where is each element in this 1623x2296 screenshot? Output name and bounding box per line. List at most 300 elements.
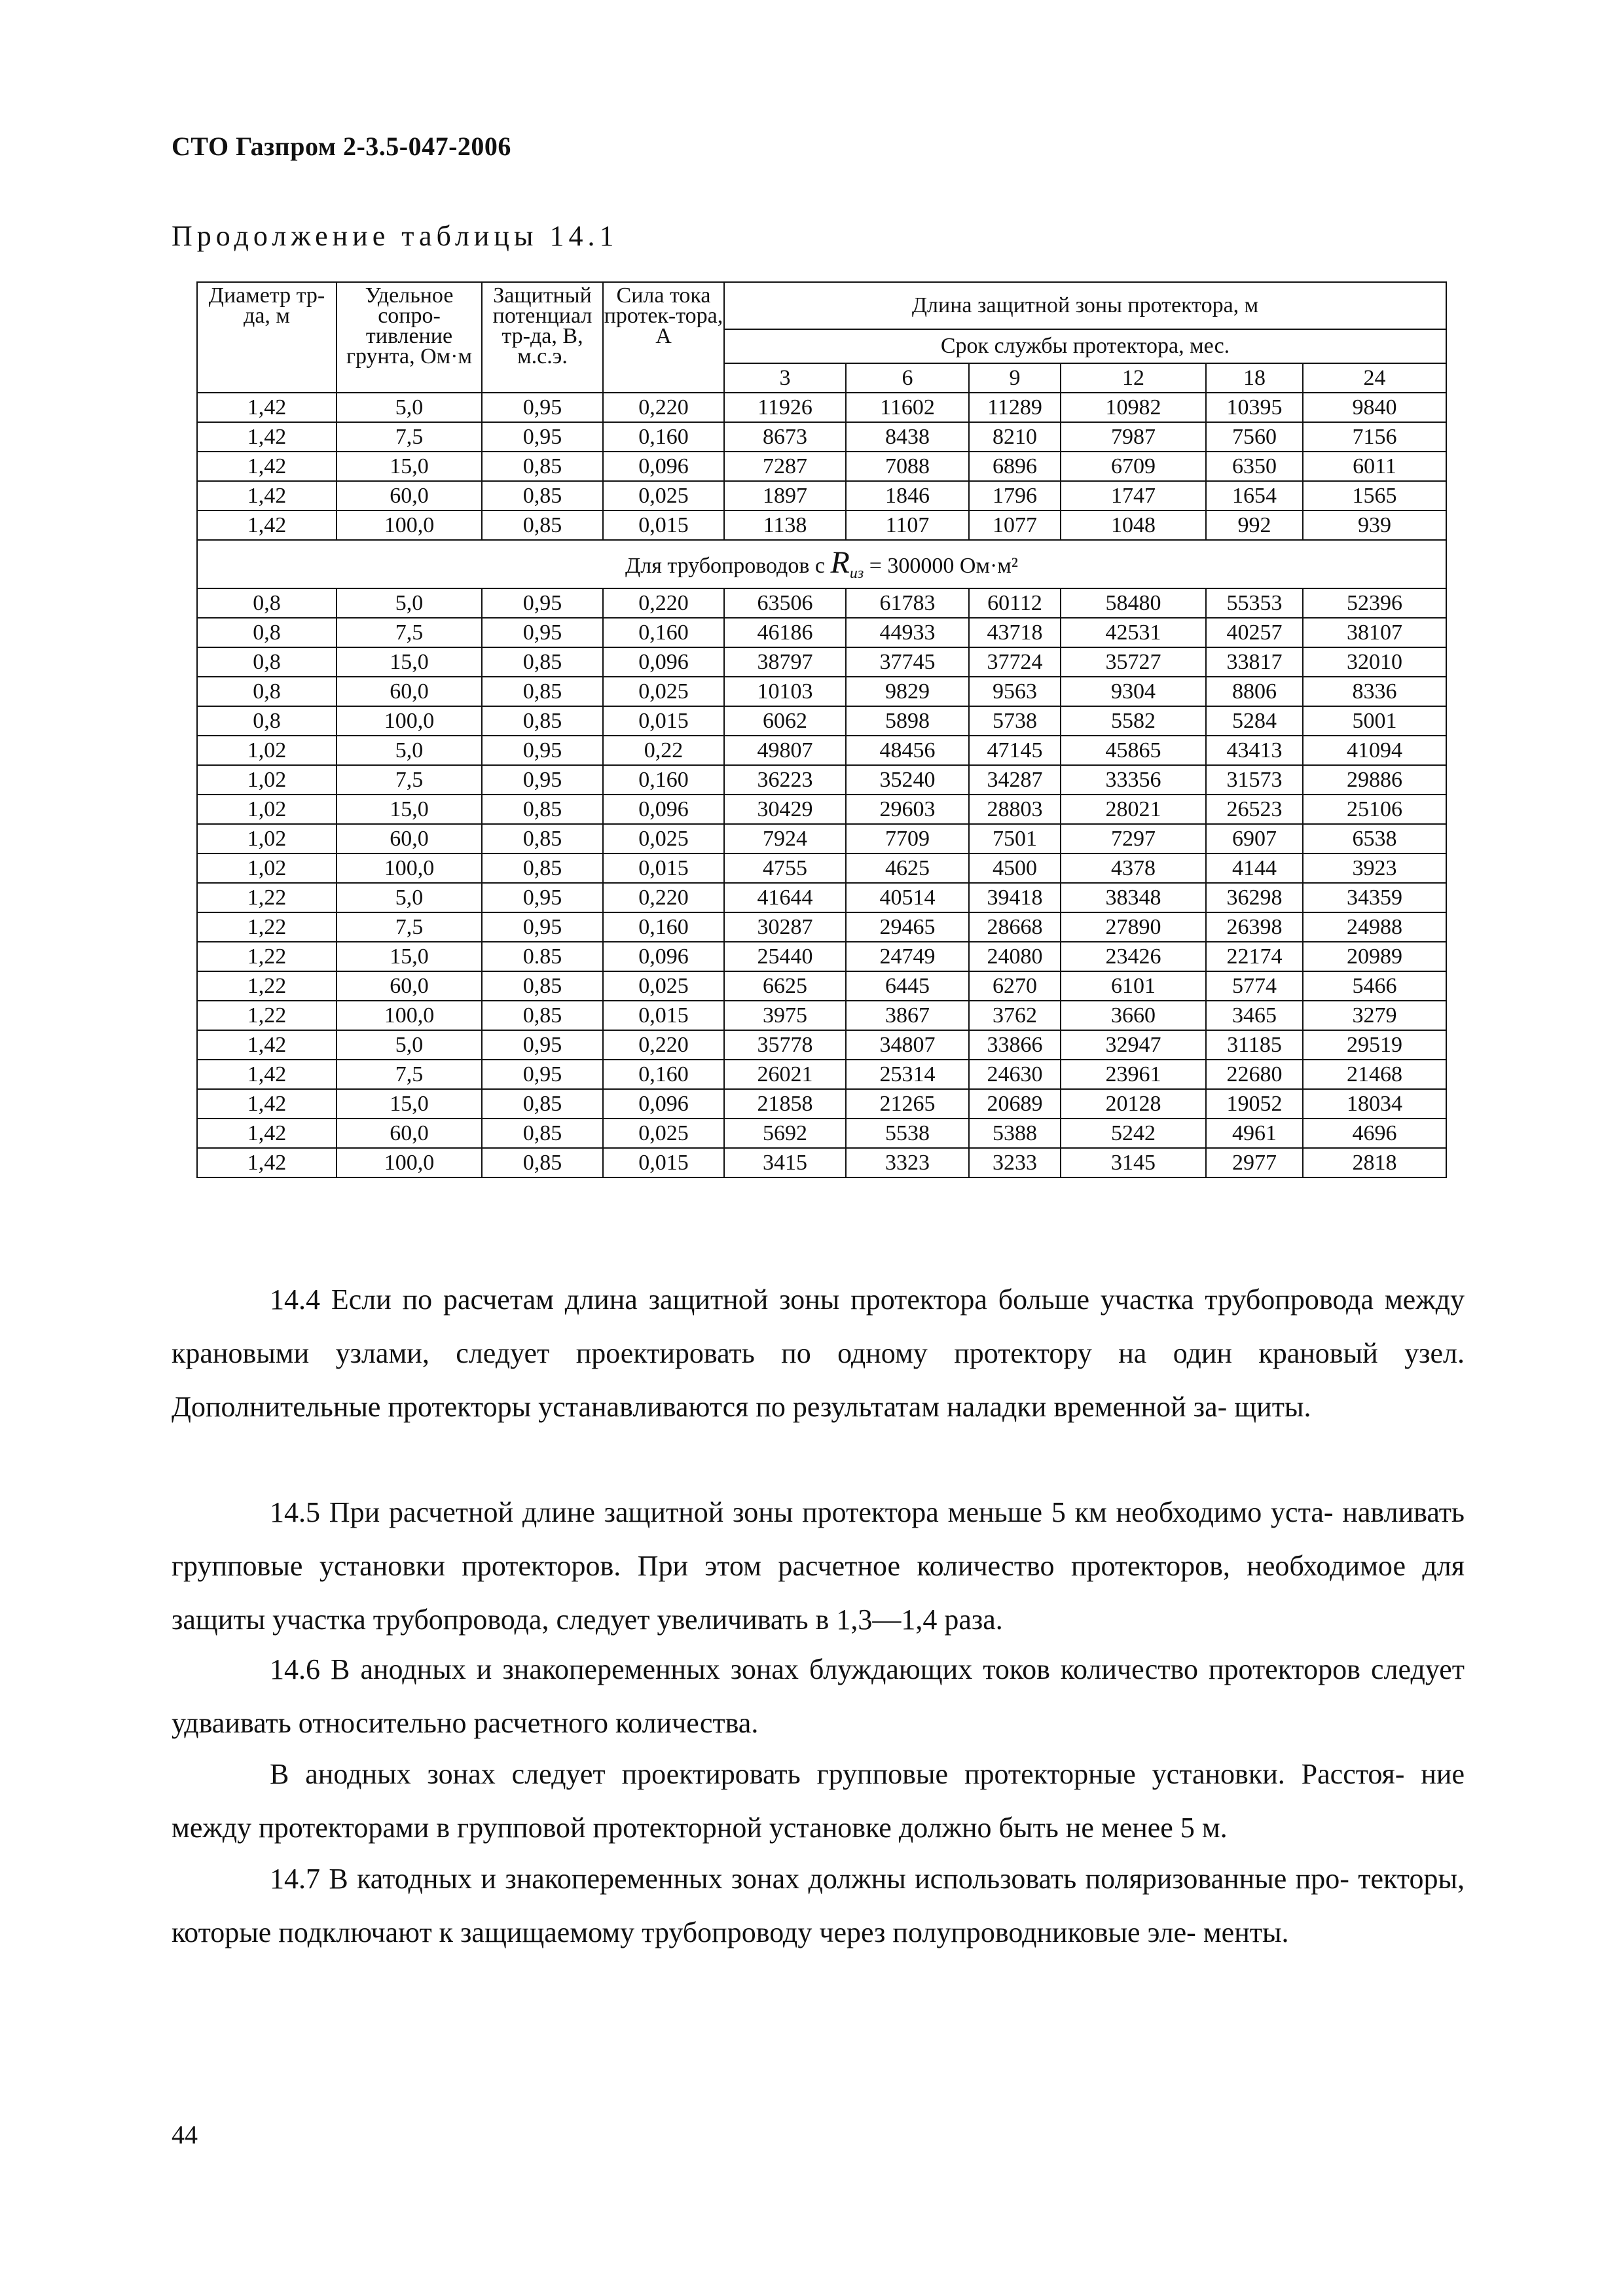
- table-cell: 0,015: [603, 1001, 724, 1030]
- table-cell: 7,5: [337, 912, 482, 942]
- table-cell: 55353: [1206, 588, 1303, 618]
- table-cell: 5284: [1206, 706, 1303, 736]
- table-cell: 0,220: [603, 588, 724, 618]
- table-cell: 4625: [846, 853, 969, 883]
- table-cell: 1138: [724, 511, 846, 540]
- table-cell: 35778: [724, 1030, 846, 1060]
- table-cell: 1,42: [197, 481, 337, 511]
- table-cell: 1,02: [197, 765, 337, 795]
- table-cell: 29886: [1303, 765, 1446, 795]
- table-cell: 10103: [724, 677, 846, 706]
- document-header: СТО Газпром 2-3.5-047-2006: [172, 132, 511, 161]
- table-cell: 1654: [1206, 481, 1303, 511]
- table-cell: 19052: [1206, 1089, 1303, 1119]
- table-row: [197, 1001, 1446, 1030]
- table-cell: 0,025: [603, 1119, 724, 1148]
- table-row: [197, 1060, 1446, 1089]
- table-cell: 24749: [846, 942, 969, 971]
- table-cell: 22680: [1206, 1060, 1303, 1089]
- table-cell: 24988: [1303, 912, 1446, 942]
- table-cell: 7287: [724, 452, 846, 481]
- header-month: 6: [846, 363, 969, 393]
- table-cell: 0,85: [482, 853, 603, 883]
- table-cell: 1077: [969, 511, 1061, 540]
- table-cell: 0,85: [482, 706, 603, 736]
- table-cell: 38348: [1061, 883, 1206, 912]
- table-cell: 20989: [1303, 942, 1446, 971]
- table-row: [197, 736, 1446, 765]
- table-row: [197, 853, 1446, 883]
- table-cell: 5738: [969, 706, 1061, 736]
- table-cell: 11926: [724, 393, 846, 422]
- table-cell: 0,85: [482, 1089, 603, 1119]
- table-cell: 3867: [846, 1001, 969, 1030]
- table-cell: 31573: [1206, 765, 1303, 795]
- table-cell: 1,22: [197, 942, 337, 971]
- table-cell: 3145: [1061, 1148, 1206, 1177]
- table-cell: 7560: [1206, 422, 1303, 452]
- header-service-life: Срок службы протектора, мес.: [724, 329, 1446, 363]
- table-cell: 100,0: [337, 1148, 482, 1177]
- table-cell: 60,0: [337, 971, 482, 1001]
- table-cell: 5,0: [337, 1030, 482, 1060]
- table-cell: 36223: [724, 765, 846, 795]
- table-cell: 0,8: [197, 647, 337, 677]
- table-cell: 0,8: [197, 706, 337, 736]
- table-cell: 22174: [1206, 942, 1303, 971]
- table-cell: 0,85: [482, 452, 603, 481]
- table-cell: 5242: [1061, 1119, 1206, 1148]
- table-cell: 32010: [1303, 647, 1446, 677]
- table-cell: 35240: [846, 765, 969, 795]
- table-cell: 0,95: [482, 883, 603, 912]
- table-cell: 0,160: [603, 618, 724, 647]
- table-cell: 0,95: [482, 912, 603, 942]
- table-cell: 7,5: [337, 1060, 482, 1089]
- table-cell: 5,0: [337, 588, 482, 618]
- table-cell: 1,42: [197, 393, 337, 422]
- table-row: [197, 1030, 1446, 1060]
- table-cell: 46186: [724, 618, 846, 647]
- table-cell: 0,220: [603, 883, 724, 912]
- table-cell: 3279: [1303, 1001, 1446, 1030]
- table-cell: 60,0: [337, 824, 482, 853]
- page-number: 44: [172, 2120, 198, 2149]
- table-cell: 25314: [846, 1060, 969, 1089]
- table-cell: 11289: [969, 393, 1061, 422]
- table-cell: 60112: [969, 588, 1061, 618]
- table-cell: 21858: [724, 1089, 846, 1119]
- table-cell: 7088: [846, 452, 969, 481]
- table-cell: 6445: [846, 971, 969, 1001]
- table-cell: 8438: [846, 422, 969, 452]
- table-cell: 24630: [969, 1060, 1061, 1089]
- table-cell: 1048: [1061, 511, 1206, 540]
- table-cell: 0,160: [603, 1060, 724, 1089]
- table-cell: 3923: [1303, 853, 1446, 883]
- table-cell: 34359: [1303, 883, 1446, 912]
- table-cell: 6896: [969, 452, 1061, 481]
- table-cell: 0,85: [482, 481, 603, 511]
- table-cell: 25440: [724, 942, 846, 971]
- table-cell: 5,0: [337, 736, 482, 765]
- table-cell: 30287: [724, 912, 846, 942]
- table-cell: 15,0: [337, 1089, 482, 1119]
- table-cell: 20689: [969, 1089, 1061, 1119]
- table-cell: 60,0: [337, 1119, 482, 1148]
- table-cell: 26523: [1206, 795, 1303, 824]
- table-cell: 8336: [1303, 677, 1446, 706]
- table-cell: 40257: [1206, 618, 1303, 647]
- table-cell: 0,8: [197, 588, 337, 618]
- table-cell: 15,0: [337, 647, 482, 677]
- table-cell: 1,42: [197, 1148, 337, 1177]
- table-cell: 0,85: [482, 647, 603, 677]
- table-row: [197, 765, 1446, 795]
- table-cell: 3465: [1206, 1001, 1303, 1030]
- table-cell: 47145: [969, 736, 1061, 765]
- table-cell: 1,02: [197, 853, 337, 883]
- table-cell: 6907: [1206, 824, 1303, 853]
- table-cell: 1,22: [197, 883, 337, 912]
- table-cell: 0,220: [603, 393, 724, 422]
- table-cell: 15,0: [337, 795, 482, 824]
- table-cell: 0,8: [197, 618, 337, 647]
- table-cell: 10395: [1206, 393, 1303, 422]
- header-row: [197, 282, 1446, 329]
- table-cell: 939: [1303, 511, 1446, 540]
- table-cell: 9840: [1303, 393, 1446, 422]
- table-cell: 0,95: [482, 618, 603, 647]
- table-cell: 8806: [1206, 677, 1303, 706]
- table-cell: 1,42: [197, 1030, 337, 1060]
- table-cell: 0,95: [482, 736, 603, 765]
- paragraph: В анодных зонах следует проектировать групповые протекторные установки. Расстоя- ние между протекторами в групповой протекторной установке должно быть не менее 5 м.: [172, 1758, 1465, 1844]
- table-cell: 41094: [1303, 736, 1446, 765]
- table-cell: 4755: [724, 853, 846, 883]
- section-row: [197, 540, 1446, 588]
- table-cell: 52396: [1303, 588, 1446, 618]
- table-cell: 0,015: [603, 1148, 724, 1177]
- table-cell: 9563: [969, 677, 1061, 706]
- table-cell: 41644: [724, 883, 846, 912]
- table-row: [197, 677, 1446, 706]
- table-cell: 0,015: [603, 853, 724, 883]
- table-cell: 4500: [969, 853, 1061, 883]
- table-cell: 5001: [1303, 706, 1446, 736]
- table-cell: 7924: [724, 824, 846, 853]
- table-cell: 34287: [969, 765, 1061, 795]
- table-cell: 0,85: [482, 795, 603, 824]
- table-cell: 0,95: [482, 1060, 603, 1089]
- table-cell: 37724: [969, 647, 1061, 677]
- table-cell: 32947: [1061, 1030, 1206, 1060]
- table-cell: 5774: [1206, 971, 1303, 1001]
- table-cell: 31185: [1206, 1030, 1303, 1060]
- table-cell: 5898: [846, 706, 969, 736]
- table-row: [197, 647, 1446, 677]
- table-cell: 23961: [1061, 1060, 1206, 1089]
- table-cell: 1747: [1061, 481, 1206, 511]
- table-cell: 1,22: [197, 1001, 337, 1030]
- table-cell: 7501: [969, 824, 1061, 853]
- table-row: [197, 912, 1446, 942]
- table-cell: 43413: [1206, 736, 1303, 765]
- table-cell: 3975: [724, 1001, 846, 1030]
- table-cell: 0,95: [482, 393, 603, 422]
- table-cell: 39418: [969, 883, 1061, 912]
- table-cell: 5466: [1303, 971, 1446, 1001]
- table-cell: 100,0: [337, 853, 482, 883]
- table-cell: 1,22: [197, 912, 337, 942]
- header-potential: Защитный потенциал тр-да, В, м.с.э.: [482, 282, 603, 393]
- table-cell: 1897: [724, 481, 846, 511]
- table-cell: 29519: [1303, 1030, 1446, 1060]
- table-cell: 18034: [1303, 1089, 1446, 1119]
- table-cell: 5,0: [337, 393, 482, 422]
- table-cell: 0,85: [482, 971, 603, 1001]
- table-cell: 23426: [1061, 942, 1206, 971]
- header-month: 12: [1061, 363, 1206, 393]
- header-month: 24: [1303, 363, 1446, 393]
- table-cell: 15,0: [337, 452, 482, 481]
- table-cell: 63506: [724, 588, 846, 618]
- table-row: [197, 618, 1446, 647]
- table-row: [197, 824, 1446, 853]
- table-cell: 0,95: [482, 765, 603, 795]
- table-cell: 4144: [1206, 853, 1303, 883]
- table-row: [197, 942, 1446, 971]
- paragraph: 14.5 При расчетной длине защитной зоны протектора меньше 5 км необходимо уста- навливать групповые установки протекторов. При этом расчетное количество протекторов, необходимое для защиты участка трубопровода, следует увеличивать в 1,3—1,4 раза.: [172, 1496, 1465, 1636]
- table-cell: 38107: [1303, 618, 1446, 647]
- table-cell: 33866: [969, 1030, 1061, 1060]
- table-cell: 7156: [1303, 422, 1446, 452]
- table-row: [197, 1119, 1446, 1148]
- table-cell: 0,85: [482, 1148, 603, 1177]
- table-cell: 40514: [846, 883, 969, 912]
- table-cell: 21468: [1303, 1060, 1446, 1089]
- table-row: [197, 1089, 1446, 1119]
- table-cell: 5692: [724, 1119, 846, 1148]
- table-cell: 15,0: [337, 942, 482, 971]
- table-cell: 28803: [969, 795, 1061, 824]
- table-cell: 3323: [846, 1148, 969, 1177]
- table-row: [197, 481, 1446, 511]
- r-symbol: R: [830, 545, 850, 580]
- table-cell: 33817: [1206, 647, 1303, 677]
- table-cell: 0,096: [603, 942, 724, 971]
- table-cell: 3415: [724, 1148, 846, 1177]
- table-cell: 0,220: [603, 1030, 724, 1060]
- table-cell: 33356: [1061, 765, 1206, 795]
- table-row: [197, 511, 1446, 540]
- table-cell: 0,85: [482, 511, 603, 540]
- table-cell: 28668: [969, 912, 1061, 942]
- table-cell: 0,096: [603, 647, 724, 677]
- table-cell: 1,42: [197, 1060, 337, 1089]
- table-row: [197, 393, 1446, 422]
- table-cell: 0,95: [482, 588, 603, 618]
- table-cell: 992: [1206, 511, 1303, 540]
- table-caption: Продолжение таблицы 14.1: [172, 220, 619, 252]
- table-cell: 0,85: [482, 1119, 603, 1148]
- table-cell: 49807: [724, 736, 846, 765]
- table-cell: 34807: [846, 1030, 969, 1060]
- table-cell: 1,42: [197, 452, 337, 481]
- table-cell: 7987: [1061, 422, 1206, 452]
- header-month: 18: [1206, 363, 1303, 393]
- table-cell: 4378: [1061, 853, 1206, 883]
- table-cell: 43718: [969, 618, 1061, 647]
- table-cell: 0,22: [603, 736, 724, 765]
- table-cell: 1,22: [197, 971, 337, 1001]
- data-table: [196, 281, 1447, 1178]
- table-cell: 0,096: [603, 1089, 724, 1119]
- table-row: [197, 971, 1446, 1001]
- table-cell: 100,0: [337, 1001, 482, 1030]
- table-row: [197, 422, 1446, 452]
- table-cell: 0,160: [603, 765, 724, 795]
- table-cell: 100,0: [337, 511, 482, 540]
- table-row: [197, 588, 1446, 618]
- table-cell: 10982: [1061, 393, 1206, 422]
- section-title: Для трубопроводов с $R_{из} = 300000$ Ом·м²: [197, 540, 1446, 588]
- table-cell: 6625: [724, 971, 846, 1001]
- table-cell: 44933: [846, 618, 969, 647]
- table-cell: 6538: [1303, 824, 1446, 853]
- table-cell: 1565: [1303, 481, 1446, 511]
- table-cell: 6709: [1061, 452, 1206, 481]
- table-cell: 1,02: [197, 736, 337, 765]
- table-cell: 0,025: [603, 824, 724, 853]
- table-cell: 58480: [1061, 588, 1206, 618]
- table-cell: 1796: [969, 481, 1061, 511]
- table-cell: 1846: [846, 481, 969, 511]
- table-cell: 2818: [1303, 1148, 1446, 1177]
- table-cell: 3660: [1061, 1001, 1206, 1030]
- header-zone-length: Длина защитной зоны протектора, м: [724, 282, 1446, 329]
- table-cell: 0,096: [603, 795, 724, 824]
- table-cell: 21265: [846, 1089, 969, 1119]
- table-cell: 7297: [1061, 824, 1206, 853]
- table-cell: 0,8: [197, 677, 337, 706]
- table-cell: 1,42: [197, 511, 337, 540]
- header-month: 3: [724, 363, 846, 393]
- table-cell: 48456: [846, 736, 969, 765]
- table-cell: 1,42: [197, 1089, 337, 1119]
- table-cell: 61783: [846, 588, 969, 618]
- table-cell: 1,02: [197, 824, 337, 853]
- table-cell: 5538: [846, 1119, 969, 1148]
- table-cell: 60,0: [337, 677, 482, 706]
- table-cell: 9304: [1061, 677, 1206, 706]
- table-cell: 26398: [1206, 912, 1303, 942]
- table-cell: 60,0: [337, 481, 482, 511]
- table-cell: 0,95: [482, 1030, 603, 1060]
- paragraph: 14.4 Если по расчетам длина защитной зоны протектора больше участка трубопровода между крановыми узлами, следует проектировать по одному протектору на один крановый узел. Дополнительные протекторы устанавливаются по результатам наладки временной за- щиты.: [172, 1283, 1465, 1423]
- header-month: 9: [969, 363, 1061, 393]
- table-cell: 42531: [1061, 618, 1206, 647]
- table-cell: 100,0: [337, 706, 482, 736]
- table-cell: 0,096: [603, 452, 724, 481]
- table-cell: 2977: [1206, 1148, 1303, 1177]
- table-cell: 8673: [724, 422, 846, 452]
- table-cell: 0,025: [603, 677, 724, 706]
- table-cell: 6011: [1303, 452, 1446, 481]
- table-cell: 1,42: [197, 1119, 337, 1148]
- table-cell: 9829: [846, 677, 969, 706]
- table-cell: 7,5: [337, 422, 482, 452]
- table-cell: 5,0: [337, 883, 482, 912]
- table-cell: 37745: [846, 647, 969, 677]
- table-cell: 0,160: [603, 422, 724, 452]
- table-cell: 8210: [969, 422, 1061, 452]
- table-cell: 4961: [1206, 1119, 1303, 1148]
- header-current: Сила тока протек-тора, А: [603, 282, 724, 393]
- table-cell: 0,95: [482, 422, 603, 452]
- table-cell: 36298: [1206, 883, 1303, 912]
- table-cell: 3762: [969, 1001, 1061, 1030]
- table-cell: 35727: [1061, 647, 1206, 677]
- table-row: [197, 706, 1446, 736]
- table-cell: 29465: [846, 912, 969, 942]
- table-cell: 4696: [1303, 1119, 1446, 1148]
- header-diameter: Диаметр тр-да, м: [197, 282, 337, 393]
- table-row: [197, 795, 1446, 824]
- table-cell: 7,5: [337, 618, 482, 647]
- table-cell: 28021: [1061, 795, 1206, 824]
- table-cell: 29603: [846, 795, 969, 824]
- header-resistivity: Удельное сопро-тивление грунта, Ом·м: [337, 282, 482, 393]
- table-cell: 1,02: [197, 795, 337, 824]
- table-cell: 3233: [969, 1148, 1061, 1177]
- table-cell: 0,85: [482, 824, 603, 853]
- table-cell: 11602: [846, 393, 969, 422]
- table-cell: 0,85: [482, 677, 603, 706]
- table-cell: 0,85: [482, 1001, 603, 1030]
- table-cell: 25106: [1303, 795, 1446, 824]
- table-cell: 0,015: [603, 511, 724, 540]
- table-cell: 6062: [724, 706, 846, 736]
- table-cell: 6270: [969, 971, 1061, 1001]
- table-cell: 7709: [846, 824, 969, 853]
- table-cell: 0,160: [603, 912, 724, 942]
- table-cell: 0,025: [603, 971, 724, 1001]
- table-cell: 5388: [969, 1119, 1061, 1148]
- table-cell: 1,42: [197, 422, 337, 452]
- paragraph: 14.6 В анодных и знакопеременных зонах блуждающих токов количество протекторов следует удваивать относительно расчетного количества.: [172, 1653, 1465, 1739]
- table-cell: 0,025: [603, 481, 724, 511]
- table-row: [197, 883, 1446, 912]
- table-cell: 30429: [724, 795, 846, 824]
- paragraph: 14.7 В катодных и знакопеременных зонах должны использовать поляризованные про- текторы, которые подключают к защищаемому трубопроводу через полупроводниковые эле- менты.: [172, 1863, 1465, 1948]
- table-cell: 6350: [1206, 452, 1303, 481]
- table-cell: 7,5: [337, 765, 482, 795]
- table-cell: 38797: [724, 647, 846, 677]
- table-cell: 5582: [1061, 706, 1206, 736]
- table-cell: 24080: [969, 942, 1061, 971]
- table-cell: 6101: [1061, 971, 1206, 1001]
- table-cell: 45865: [1061, 736, 1206, 765]
- table-cell: 0.85: [482, 942, 603, 971]
- table-cell: 0,015: [603, 706, 724, 736]
- table-row: [197, 1148, 1446, 1177]
- table-cell: 26021: [724, 1060, 846, 1089]
- table-row: [197, 452, 1446, 481]
- table-cell: 27890: [1061, 912, 1206, 942]
- table-cell: 1107: [846, 511, 969, 540]
- table-cell: 20128: [1061, 1089, 1206, 1119]
